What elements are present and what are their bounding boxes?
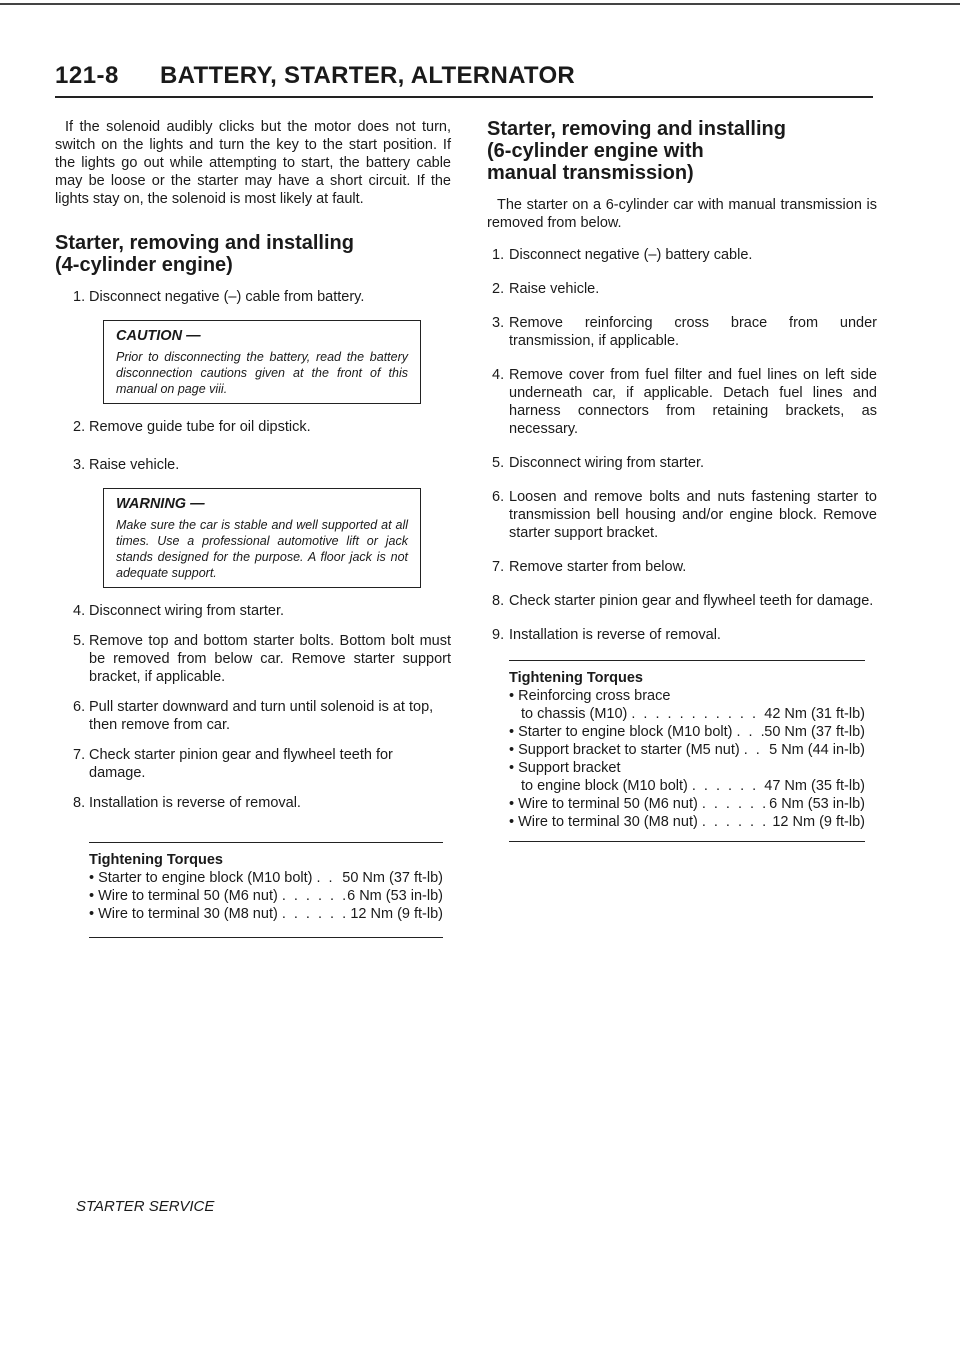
torque-row-label: • Support bracket <box>509 760 621 776</box>
step-item: 2. Remove guide tube for oil dipstick. <box>73 419 311 435</box>
torque-row-label: • Reinforcing cross brace <box>509 688 671 704</box>
heading-4cyl-line1: Starter, removing and installing <box>55 232 354 254</box>
step-item: 6. Pull starter downward and turn until solenoid is at top, then remove from car. <box>73 699 434 733</box>
torque-row: • Wire to terminal 30 (M8 nut) . . . 12 Nm (9 ft-lb) <box>89 905 443 923</box>
torque-row: • Starter to engine block (M10 bolt) . . . 50 Nm (37 ft-lb) <box>89 869 443 887</box>
step-item: 4. Remove cover from fuel filter and fuel lines on left side underneath car, if applicable. Detach fuel lines and harness connectors from retaining brackets, as necessary. <box>492 367 877 437</box>
caution-text: Prior to disconnecting the battery, read the battery disconnection cautions given at the front of this manual on page viii. <box>116 350 408 396</box>
footer-section-label: STARTER SERVICE <box>76 1198 215 1215</box>
warning-label: WARNING — <box>116 496 205 512</box>
top-rule <box>0 3 960 5</box>
step-item: 8. Check starter pinion gear and flywheel teeth for damage. <box>492 593 874 609</box>
torque-row: to chassis (M10) . . . 42 Nm (31 ft-lb) <box>509 705 865 723</box>
torque-row: • Wire to terminal 50 (M6 nut) . . . 6 Nm (53 in-lb) <box>89 887 443 905</box>
page-number: 121-8 <box>55 62 119 89</box>
step-item: 7. Check starter pinion gear and flywheel teeth for damage. <box>73 747 393 781</box>
torque-row: • Wire to terminal 30 (M8 nut) . . . 12 Nm (9 ft-lb) <box>509 813 865 831</box>
heading-6cyl-line1: Starter, removing and installing <box>487 118 786 140</box>
step-item: 5. Remove top and bottom starter bolts. Bottom bolt must be removed from below car. Remove starter support bracket, if applicable. <box>73 633 451 685</box>
step-item: 1. Disconnect negative (–) cable from battery. <box>73 289 365 305</box>
caution-label: CAUTION — <box>116 328 201 344</box>
heading-6cyl-line2: (6-cylinder engine with <box>487 140 704 162</box>
torque-table-6cyl <box>509 660 865 842</box>
intro-paragraph: If the solenoid audibly clicks but the motor does not turn, switch on the lights and turn the key to the start position. If the lights go out while attempting to start, the battery cable may be loose or the starter may have a short circuit. If the lights stay on, the solenoid is most likely at fault. <box>55 119 451 207</box>
page-header <box>55 62 873 98</box>
step-item: 7. Remove starter from below. <box>492 559 687 575</box>
section-title: BATTERY, STARTER, ALTERNATOR <box>160 62 576 89</box>
torque-title: Tightening Torques <box>89 852 223 868</box>
step-item: 3. Remove reinforcing cross brace from under transmission, if applicable. <box>492 315 877 349</box>
left-column <box>55 118 451 938</box>
step-item: 1. Disconnect negative (–) battery cable. <box>492 247 753 263</box>
torque-row: • Support bracket to starter (M5 nut) . . . 5 Nm (44 in-lb) <box>509 741 865 759</box>
caution-box <box>103 320 421 404</box>
step-item: 2. Raise vehicle. <box>492 281 600 297</box>
step-item: 5. Disconnect wiring from starter. <box>492 455 705 471</box>
heading-6cyl-line3: manual transmission) <box>487 162 694 184</box>
step-item: 8. Installation is reverse of removal. <box>73 795 301 811</box>
right-column <box>487 118 877 842</box>
step-item: 9. Installation is reverse of removal. <box>492 627 721 643</box>
torque-title: Tightening Torques <box>509 670 643 686</box>
warning-text: Make sure the car is stable and well supported at all times. Use a professional automotive lift or jack stands designed for the purpose. A floor jack is not adequate support. <box>116 518 408 580</box>
intro-6cyl: The starter on a 6-cylinder car with manual transmission is removed from below. <box>487 197 877 231</box>
step-item: 4. Disconnect wiring from starter. <box>73 603 285 619</box>
step-item: 6. Loosen and remove bolts and nuts fastening starter to transmission bell housing and/or engine block. Remove starter support bracket. <box>492 489 877 541</box>
torque-table-4cyl <box>89 842 443 938</box>
heading-4cyl-line2: (4-cylinder engine) <box>55 254 233 276</box>
step-item: 3. Raise vehicle. <box>73 457 180 473</box>
warning-box <box>103 488 421 588</box>
torque-row: • Wire to terminal 50 (M6 nut) . . . 6 Nm (53 in-lb) <box>509 795 865 813</box>
torque-row: • Starter to engine block (M10 bolt) . . . 50 Nm (37 ft-lb) <box>509 723 865 741</box>
torque-row: to engine block (M10 bolt) . . . 47 Nm (35 ft-lb) <box>509 777 865 795</box>
